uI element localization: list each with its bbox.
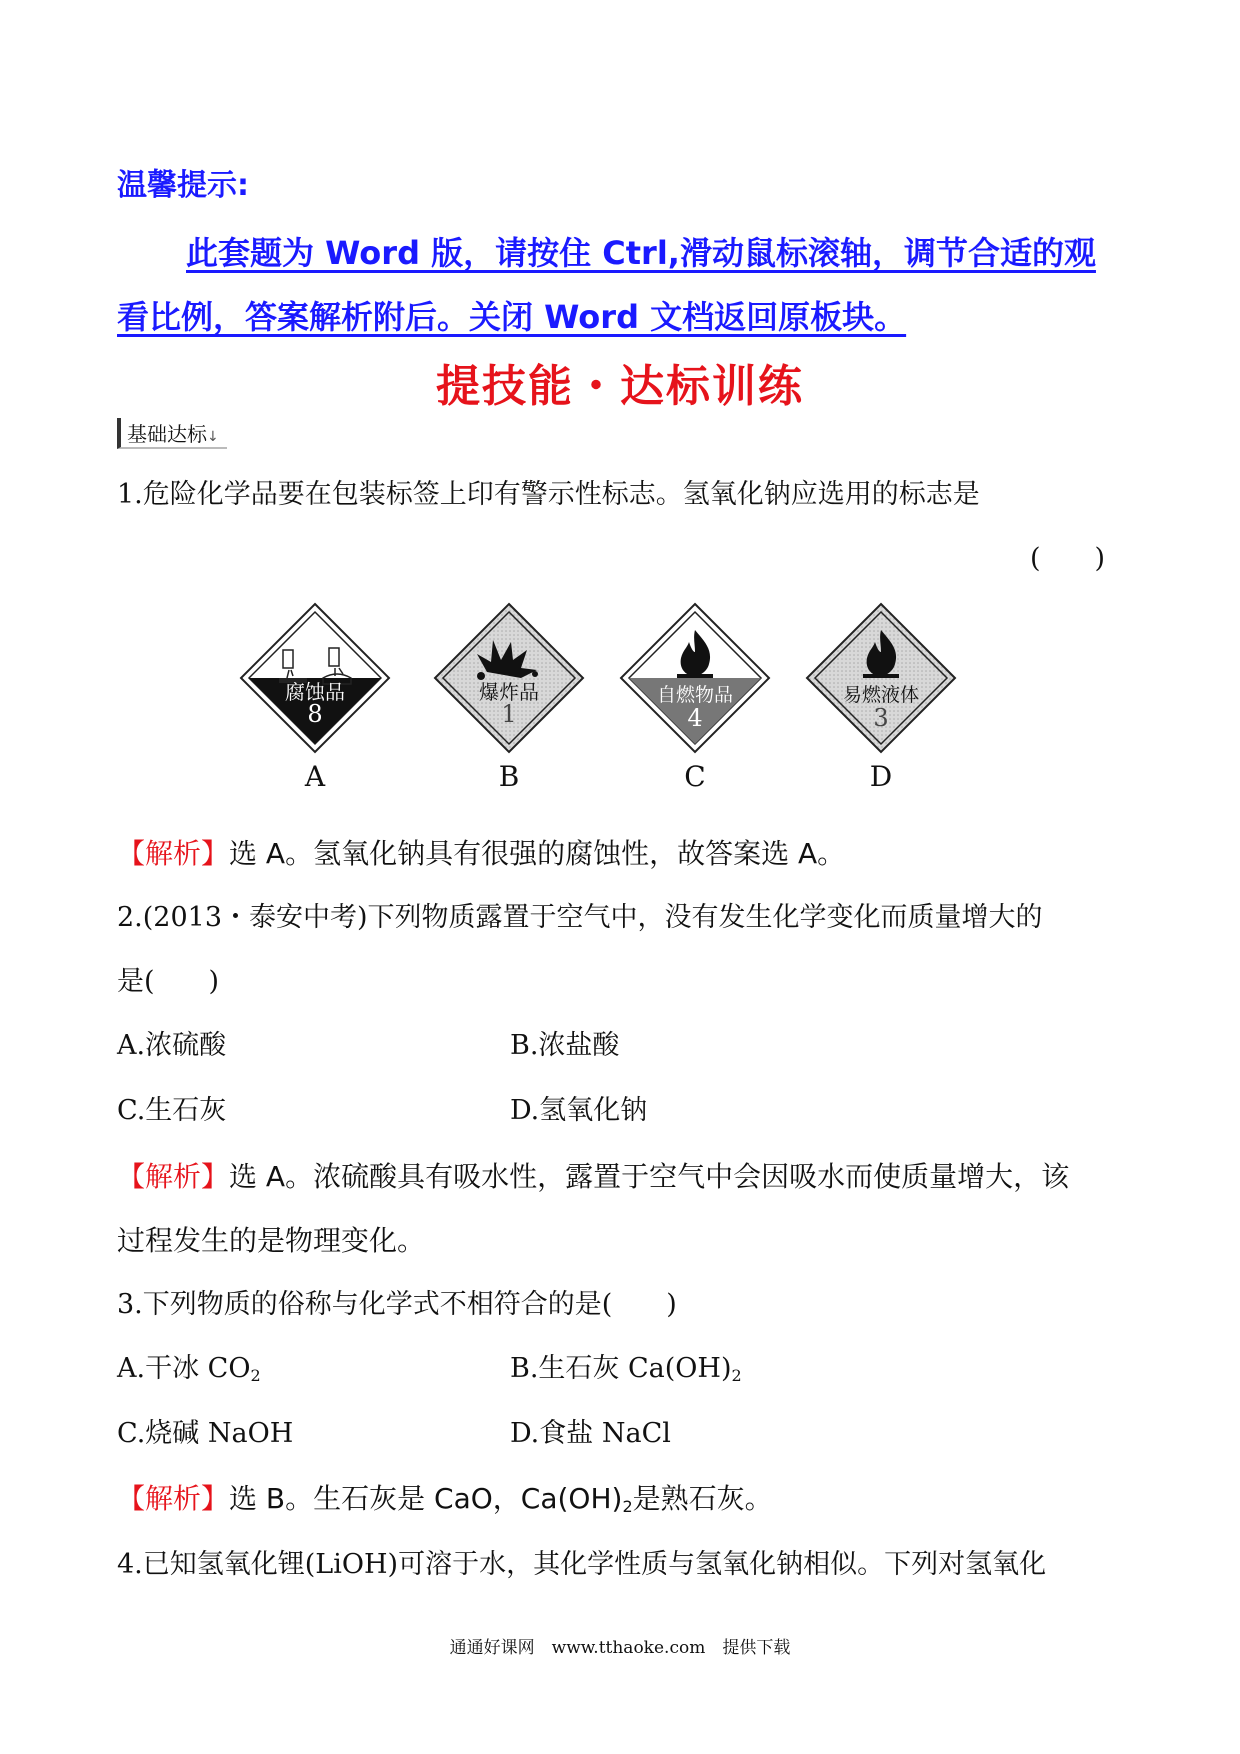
analysis-tag: 【解析】 [117, 1482, 230, 1515]
question-3-option-b [510, 1346, 742, 1385]
question-4-text: 4.已知氢氧化锂(LiOH)可溶于水，其化学性质与氢氧化钠相似。下列对氢氧化 [117, 1549, 1047, 1580]
footer-text: 通通好课网 www.tthaoke.com 提供下载 [449, 1638, 791, 1658]
sign-d-name: 易燃液体 [842, 684, 919, 706]
sign-c-number: 4 [687, 704, 703, 732]
question-2-option-b: B.浓盐酸 [510, 1030, 620, 1061]
tip-line-1: 此套题为 Word 版，请按住 Ctrl,滑动鼠标滚轴，调节合适的观 [186, 234, 1096, 272]
subscript: 2 [622, 1497, 633, 1516]
subscript: 2 [250, 1366, 261, 1385]
analysis-tag: 【解析】 [117, 1160, 230, 1193]
question-2-option-d: D.氢氧化钠 [510, 1095, 648, 1126]
question-2-line-1: 2.(2013・泰安中考)下列物质露置于空气中，没有发生化学变化而质量增大的 [117, 902, 1043, 933]
analysis-text: 选 B。生石灰是 CaO，Ca(OH) [229, 1482, 623, 1515]
question-2-line-2: 是( ) [117, 966, 220, 997]
question-2-analysis-line-2: 过程发生的是物理变化。 [117, 1224, 426, 1257]
analysis-tag: 【解析】 [117, 837, 230, 870]
question-1-text: 1.危险化学品要在包装标签上印有警示性标志。氢氧化钠应选用的标志是 [117, 479, 980, 510]
sign-d-label: D [869, 760, 893, 793]
question-3-option-d: D.食盐 NaCl [510, 1418, 671, 1449]
sign-b-label: B [498, 760, 520, 793]
subscript: 2 [731, 1366, 742, 1385]
question-1-paren: ( ) [1030, 543, 1106, 574]
sign-b-number: 1 [501, 700, 517, 728]
sign-a-label: A [304, 760, 326, 793]
option-text: B.生石灰 Ca(OH) [510, 1353, 732, 1384]
question-2-option-a: A.浓硫酸 [117, 1030, 227, 1061]
sign-b-name: 爆炸品 [479, 680, 539, 704]
sign-d-number: 3 [873, 704, 889, 732]
question-1-analysis [117, 832, 845, 872]
sign-a-name: 腐蚀品 [285, 680, 345, 704]
tip-heading: 温馨提示: [117, 168, 249, 203]
question-2-option-c: C.生石灰 [117, 1095, 227, 1126]
sign-c-name: 自燃物品 [656, 684, 733, 706]
analysis-text-2: 是熟石灰。 [632, 1482, 773, 1515]
question-3-text: 3.下列物质的俗称与化学式不相符合的是( ) [117, 1289, 677, 1320]
page-title: 提技能・达标训练 [436, 361, 804, 412]
sign-a-number: 8 [307, 700, 323, 728]
question-3-option-c: C.烧碱 NaOH [117, 1418, 294, 1449]
question-3-analysis [117, 1477, 773, 1517]
option-text: A.干冰 CO [117, 1353, 251, 1384]
section-label-text: 基础达标 [127, 422, 207, 446]
sign-c-label: C [684, 760, 706, 793]
question-3-option-a [117, 1346, 261, 1385]
analysis-text: 选 A。氢氧化钠具有很强的腐蚀性，故答案选 A。 [229, 837, 846, 870]
down-arrow-icon: ↓ [207, 429, 219, 445]
question-2-analysis [117, 1155, 1069, 1195]
tip-line-2: 看比例，答案解析附后。关闭 Word 文档返回原板块。 [117, 298, 907, 336]
section-label [117, 418, 227, 449]
analysis-text: 选 A。浓硫酸具有吸水性，露置于空气中会因吸水而使质量增大，该 [229, 1160, 1070, 1193]
